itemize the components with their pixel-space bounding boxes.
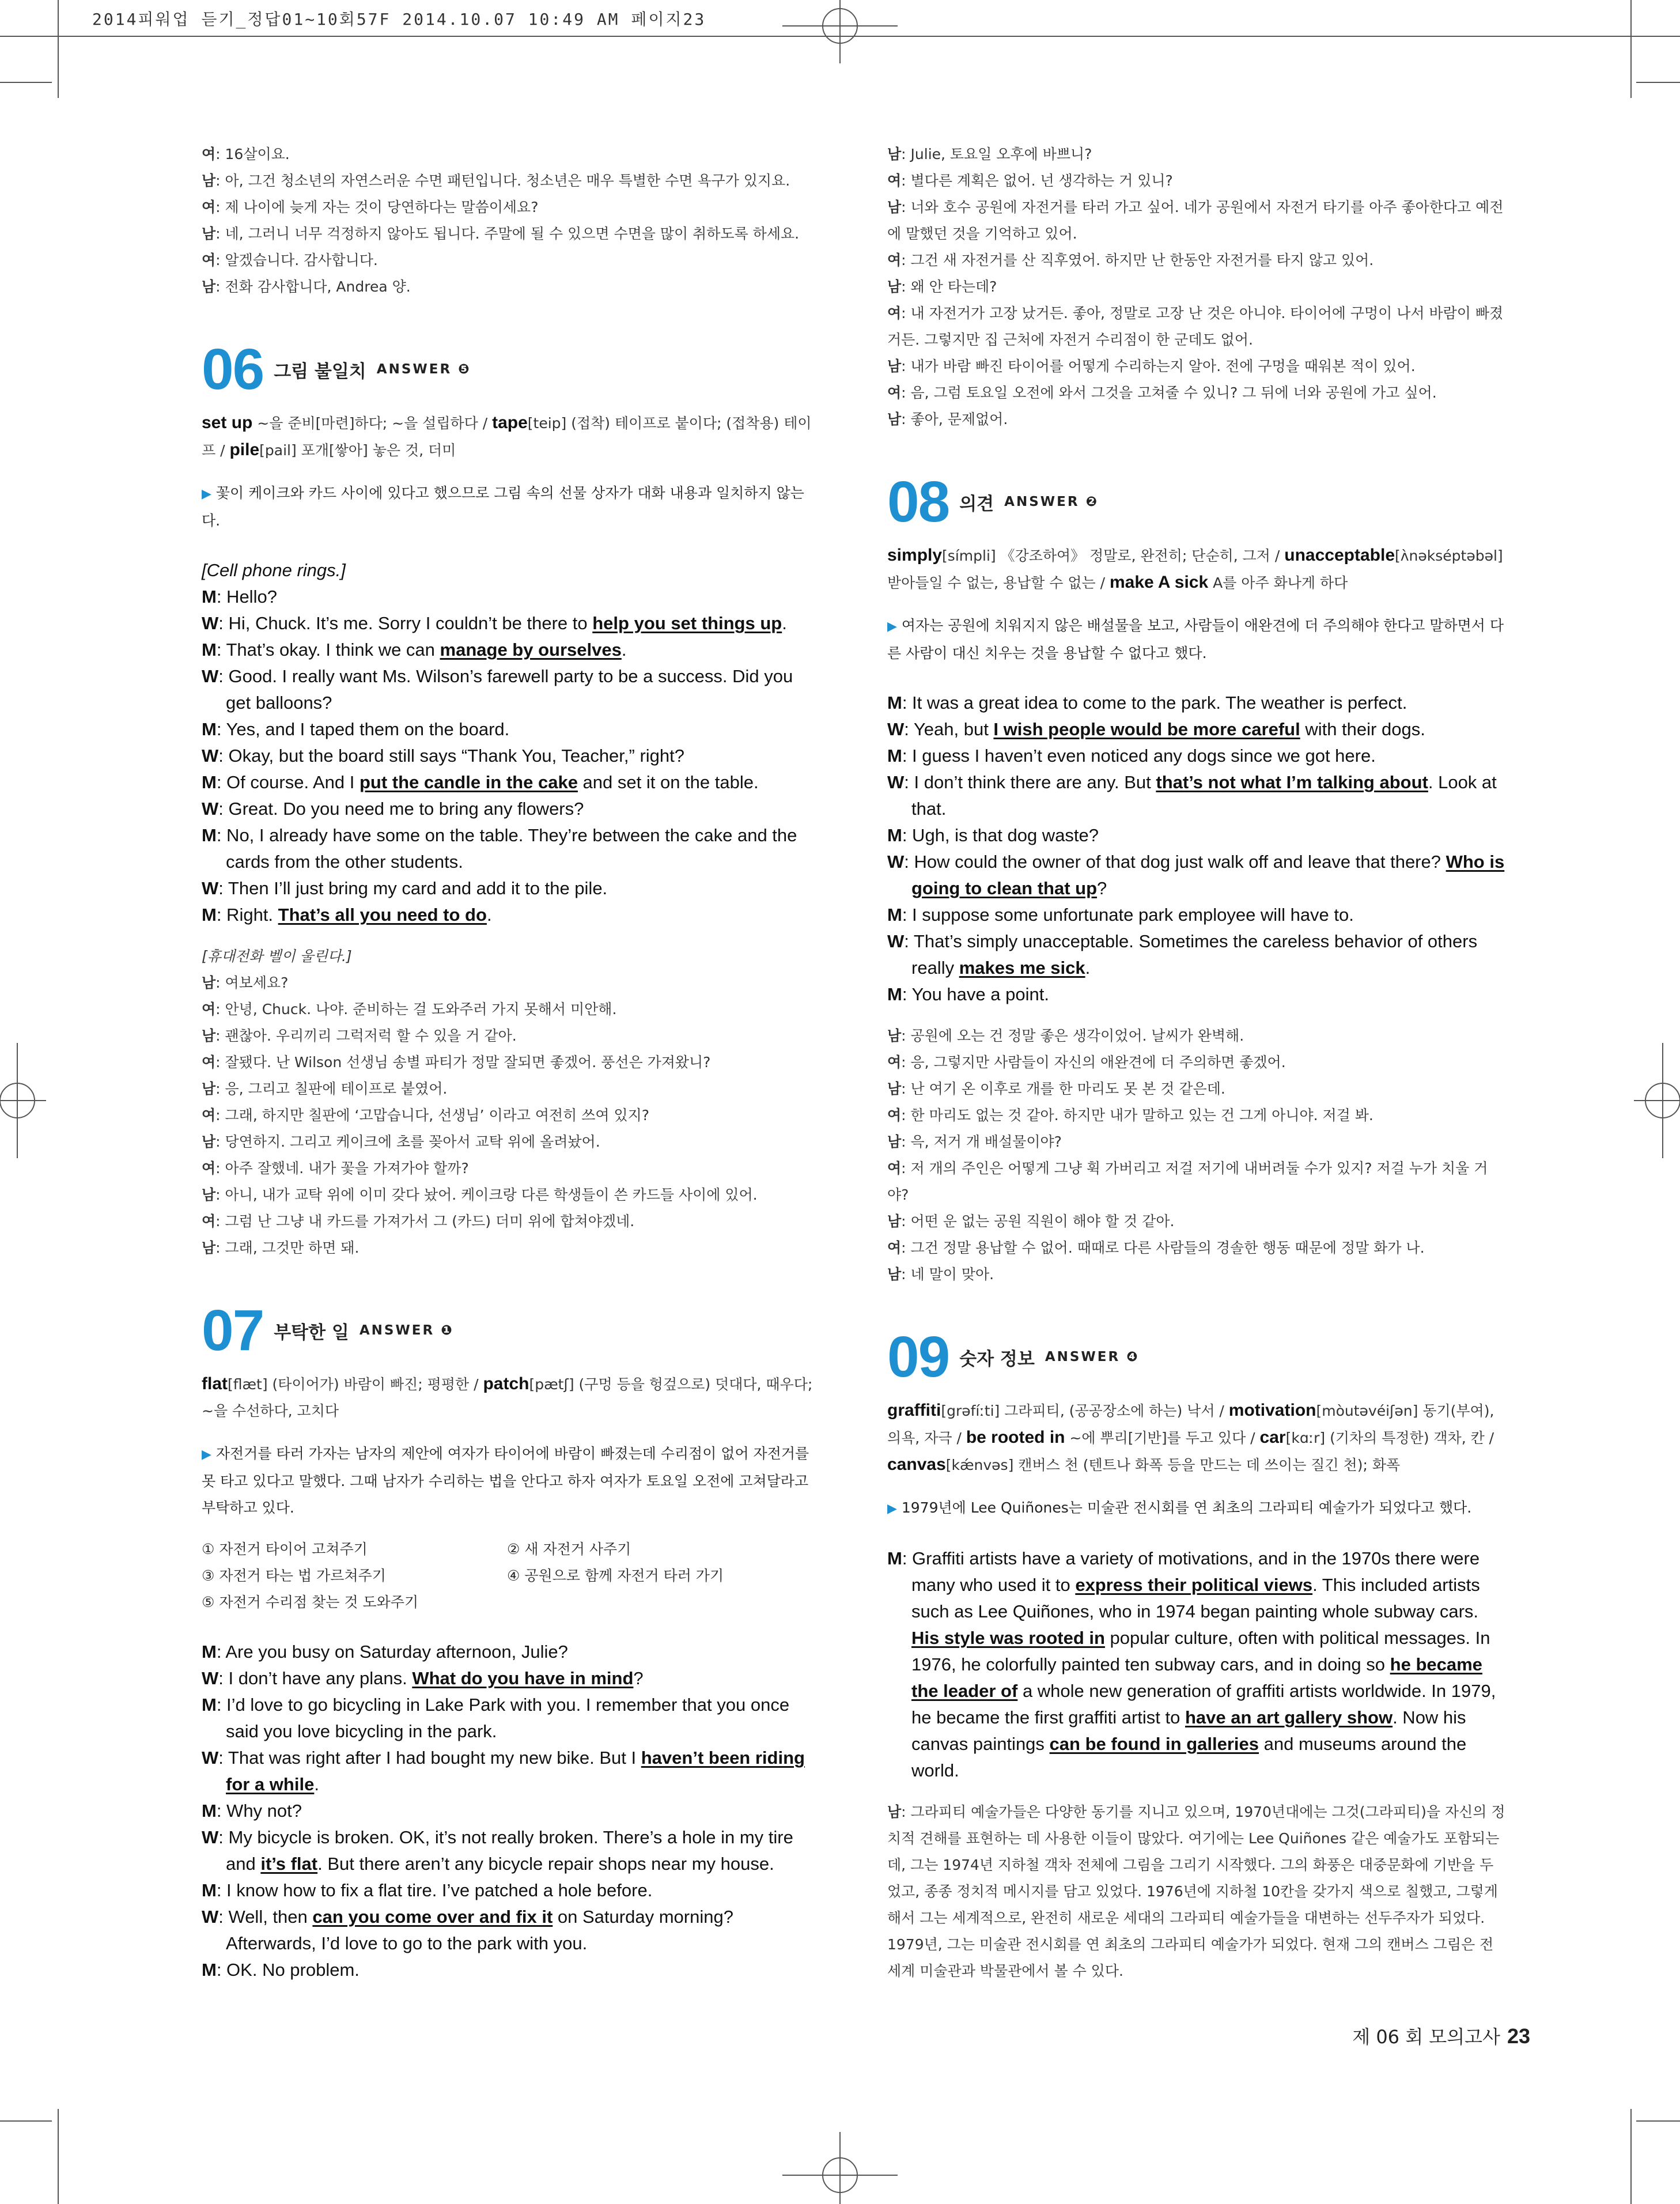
answer-label: ANSWER ❹: [1045, 1349, 1140, 1364]
crop-mark-bottom-horizontal: [0, 2120, 52, 2122]
choice-item: ① 자전거 타이어 고쳐주기: [202, 1541, 368, 1557]
line: W: I don’t have any plans. What do you have in mind?: [202, 1668, 644, 1688]
crop-mark-right-bottom: [1630, 2109, 1632, 2204]
line: 여: 한 마리도 없는 것 같아. 하지만 내가 말하고 있는 건 그게 아니야. 저걸 봐.: [887, 1107, 1373, 1124]
line: M: I know how to fix a flat tire. I’ve patched a hole before.: [202, 1880, 653, 1900]
answer-label: ANSWER ❺: [376, 362, 471, 377]
dialogue: [202, 1639, 821, 1983]
line: 여: 16살이요.: [202, 146, 290, 162]
line: M: Of course. And I put the candle in the cake and set it on the table.: [202, 772, 759, 792]
print-header: 2014피워업 듣기_정답01~10회57F 2014.10.07 10:49 AM 페이지23: [92, 10, 706, 29]
line: M: Why not?: [202, 1801, 302, 1821]
line: [Cell phone rings.]: [202, 560, 346, 580]
line: M: Yes, and I taped them on the board.: [202, 719, 510, 739]
line: 남: Julie, 토요일 오후에 바쁘니?: [887, 146, 1092, 162]
line: W: Okay, but the board still says “Thank You, Teacher,” right?: [202, 746, 685, 766]
vocabulary: simply[símpli] 《강조하여》 정말로, 완전히; 단순히, 그저 / unacceptable[ʌ̀nəkséptəbəl] 받아들일 수 없는, 용납할 수 없는 / make A sick A를 아주 화나게 하다: [887, 546, 1503, 592]
vocabulary: set up ~을 준비[마련]하다; ~을 설립하다 / tape[teip] (접착) 테이프로 붙이다; (접착용) 테이프 / pile[pail] 포개[쌓아] 놓은 것, 더미: [202, 413, 812, 459]
line: W: That was right after I had bought my new bike. But I haven’t been riding for a while.: [202, 1748, 805, 1794]
line: 남: 아니, 내가 교탁 위에 이미 갖다 놨어. 케이크랑 다른 학생들이 쓴 카드들 사이에 있어.: [202, 1186, 758, 1203]
vocabulary: graffiti[grəfíːti] 그라피티, (공공장소에 하는) 낙서 / motivation[mòutəvéiʃən] 동기(부여), 의욕, 자극 / be rooted in ~에 뿌리[기반]를 두고 있다 / car[kɑːr] (기차의 특정한) 객차, 칸 / canvas[kǽnvəs] 캔버스 천 (텐트나 화폭 등을 만드는 데 쓰이는 질긴 천); 화폭: [887, 1401, 1494, 1474]
line: W: Great. Do you need me to bring any flowers?: [202, 799, 584, 819]
line: M: That’s okay. I think we can manage by ourselves.: [202, 640, 627, 660]
line: W: Well, then can you come over and fix it on Saturday morning? Afterwards, I’d love to go to the park with you.: [202, 1907, 733, 1953]
line: 남: 왜 안 타는데?: [887, 278, 997, 295]
crop-mark-right-top: [1630, 0, 1632, 98]
line: 남: 괜찮아. 우리끼리 그럭저럭 할 수 있을 거 같아.: [202, 1027, 517, 1044]
line: 남: 너와 호수 공원에 자전거를 타러 가고 싶어. 네가 공원에서 자전거 타기를 아주 좋아한다고 예전에 말했던 것을 기억하고 있어.: [887, 199, 1504, 242]
line: 여: 저 개의 주인은 어떻게 그냥 휙 가버리고 저걸 저기에 내버려둘 수가 있지? 저걸 누가 치울 거야?: [887, 1160, 1488, 1203]
monologue-translation: [887, 1799, 1507, 1984]
dialogue-translation: [887, 1023, 1507, 1288]
line: 여: 음, 그럼 토요일 오전에 와서 그것을 고쳐줄 수 있니? 그 뒤에 너와 공원에 가고 싶어.: [887, 384, 1437, 401]
line: W: Good. I really want Ms. Wilson’s farewell party to be a success. Did you get balloons?: [202, 666, 793, 713]
line: M: Graffiti artists have a variety of motivations, and in the 1970s there were many who used it to express their political views. This included artists such as Lee Quiñones, who in 1974 began painting whole subway cars. His style was rooted in popular culture, often with political messages. In 1976, he colorfully painted ten subway cars, and in doing so he became the leader of a whole new generation of graffiti artists worldwide. In 1979, he became the first graffiti artist to have an art gallery show. Now his canvas paintings can be found in galleries and museums around the world.: [887, 1548, 1496, 1780]
line: 남: 전화 감사합니다, Andrea 양.: [202, 278, 411, 295]
crop-mark-right-horizontal: [1636, 82, 1680, 83]
answer-label: ANSWER ❷: [1004, 494, 1099, 509]
choice-item: ② 새 자전거 사주기: [507, 1541, 631, 1557]
line: 남: 난 여기 온 이후로 개를 한 마리도 못 본 것 같은데.: [887, 1080, 1225, 1097]
section-title: 그림 불일치: [274, 361, 366, 382]
explanation: [202, 1441, 821, 1521]
registration-mark-top: [782, 0, 898, 63]
section-number: 08: [887, 470, 949, 534]
line: 남: 윽, 저거 개 배설물이야?: [887, 1133, 1062, 1150]
registration-mark-bottom: [782, 2132, 898, 2204]
line: 여: 그럼 난 그냥 내 카드를 가져가서 그 (카드) 더미 위에 합쳐야겠네.: [202, 1213, 635, 1230]
triangle-icon: ▶: [202, 487, 211, 501]
triangle-icon: ▶: [887, 1502, 897, 1516]
monologue: [887, 1545, 1507, 1784]
line: M: Are you busy on Saturday afternoon, Julie?: [202, 1642, 568, 1662]
section-number: 09: [887, 1325, 949, 1389]
right-column: [887, 141, 1507, 1984]
section-number: 06: [202, 337, 264, 402]
crop-mark-left-horizontal: [0, 82, 52, 83]
line: 여: 알겠습니다. 감사합니다.: [202, 252, 378, 269]
line: M: OK. No problem.: [202, 1960, 360, 1980]
line: 여: 내 자전거가 고장 났거든. 좋아, 정말로 고장 난 것은 아니야. 타이어에 구멍이 나서 바람이 빠졌거든. 그렇지만 집 근처에 자전거 수리점이 한 군데도 없어.: [887, 305, 1504, 348]
line: W: Then I’ll just bring my card and add it to the pile.: [202, 878, 608, 898]
line: M: Ugh, is that dog waste?: [887, 825, 1099, 845]
crop-mark-left-top: [58, 0, 59, 98]
line: M: I suppose some unfortunate park employee will have to.: [887, 905, 1354, 925]
dialogue-translation: [887, 141, 1507, 433]
dialogue-translation: [202, 943, 821, 1261]
line: 여: 제 나이에 늦게 자는 것이 당연하다는 말씀이세요?: [202, 199, 539, 216]
line: M: It was a great idea to come to the park. The weather is perfect.: [887, 693, 1407, 713]
left-column: [202, 141, 821, 1983]
line: 남: 여보세요?: [202, 974, 289, 991]
footer-label: 제 06 회 모의고사: [1352, 2026, 1500, 2048]
line: 여: 잘됐다. 난 Wilson 선생님 송별 파티가 정말 잘되면 좋겠어. 풍선은 가져왔니?: [202, 1054, 711, 1071]
line: M: Right. That’s all you need to do.: [202, 905, 492, 925]
explanation: [202, 480, 821, 534]
section-09-header: [887, 1325, 1507, 1389]
dialogue: [887, 690, 1507, 1008]
registration-mark-left: [0, 1043, 46, 1158]
line: 남: 그라피티 예술가들은 다양한 동기를 지니고 있으며, 1970년대에는 그것(그라피티)을 자신의 정치적 견해를 표현하는 데 사용한 이들이 많았다. 여기에는 Lee Quiñones 같은 예술가도 포함되는데, 그는 1974년 지하철 객차 전체에 그림을 그리기 시작했다. 그의 화풍은 대중문화에 기반을 두었고, 종종 정치적 메시지를 담고 있었다. 1976년에 지하철 10칸을 갖가지 색으로 칠했고, 그렇게 해서 그는 세계적으로, 완전히 새로운 세대의 그라피티 예술가들을 대변하는 선두주자가 되었다. 1979년, 그는 미술관 전시회를 연 최초의 그라피티 예술가가 되었다. 현재 그의 캔버스 그림은 전 세계 미술관과 박물관에서 볼 수 있다.: [887, 1804, 1505, 1979]
intro-translation: [202, 141, 821, 300]
line: 남: 그래, 그것만 하면 돼.: [202, 1239, 360, 1256]
explanation: [887, 613, 1507, 667]
line: 남: 좋아, 문제없어.: [887, 411, 1008, 428]
line: W: Yeah, but I wish people would be more careful with their dogs.: [887, 719, 1425, 739]
line: 남: 네, 그러니 너무 걱정하지 않아도 됩니다. 주말에 될 수 있으면 수면을 많이 취하도록 하세요.: [202, 225, 800, 242]
section-06-header: [202, 337, 821, 402]
line: 여: 별다른 계획은 없어. 넌 생각하는 거 있니?: [887, 172, 1173, 189]
line: 남: 내가 바람 빠진 타이어를 어떻게 수리하는지 알아. 전에 구멍을 때워본 적이 있어.: [887, 358, 1416, 375]
line: M: I’d love to go bicycling in Lake Park with you. I remember that you once said you love bicycling in the park.: [202, 1695, 790, 1741]
line: 남: 아, 그건 청소년의 자연스러운 수면 패턴입니다. 청소년은 매우 특별한 수면 욕구가 있지요.: [202, 172, 790, 189]
line: 남: 어떤 운 없는 공원 직원이 해야 할 것 같아.: [887, 1213, 1175, 1230]
line: 여: 그래, 하지만 칠판에 ‘고맙습니다, 선생님’ 이라고 여전히 쓰여 있지?: [202, 1107, 650, 1124]
section-number: 07: [202, 1298, 264, 1363]
choice-item: ④ 공원으로 함께 자전거 타러 가기: [507, 1567, 724, 1584]
section-title: 의견: [959, 493, 994, 515]
line: 남: 응, 그리고 칠판에 테이프로 붙였어.: [202, 1080, 448, 1097]
crop-mark-bottom-horizontal-right: [1636, 2120, 1680, 2122]
page-number: 23: [1507, 2024, 1530, 2048]
line: M: You have a point.: [887, 984, 1049, 1004]
line: 남: 공원에 오는 건 정말 좋은 생각이었어. 날씨가 완벽해.: [887, 1027, 1244, 1044]
explanation: [887, 1495, 1507, 1522]
line: M: No, I already have some on the table. They’re between the cake and the cards from the other students.: [202, 825, 797, 872]
answer-label: ANSWER ❶: [359, 1323, 454, 1338]
explanation-text: 꽃이 케이크와 카드 사이에 있다고 했으므로 그림 속의 선물 상자가 대화 내용과 일치하지 않는다.: [202, 485, 804, 529]
line: 남: 네 말이 맞아.: [887, 1266, 994, 1283]
line: 여: 아주 잘했네. 내가 꽃을 가져가야 할까?: [202, 1160, 469, 1177]
dialogue: [202, 557, 821, 928]
line: 여: 그건 정말 용납할 수 없어. 때때로 다른 사람들의 경솔한 행동 때문에 정말 화가 나.: [887, 1239, 1425, 1256]
explanation-text: 1979년에 Lee Quiñones는 미술관 전시회를 연 최초의 그라피티 예술가가 되었다고 했다.: [901, 1499, 1472, 1516]
triangle-icon: ▶: [202, 1447, 211, 1462]
registration-mark-right: [1634, 1043, 1680, 1158]
answer-choices: [202, 1536, 821, 1616]
line: 남: 당연하지. 그리고 케이크에 초를 꽂아서 교탁 위에 올려놨어.: [202, 1133, 600, 1150]
line: M: I guess I haven’t even noticed any dogs since we got here.: [887, 746, 1376, 766]
section-title: 부탁한 일: [274, 1322, 349, 1343]
section-08-header: [887, 470, 1507, 534]
line: W: I don’t think there are any. But that’s not what I’m talking about. Look at that.: [887, 772, 1497, 819]
line: M: Hello?: [202, 587, 277, 607]
triangle-icon: ▶: [887, 619, 897, 634]
line: W: Hi, Chuck. It’s me. Sorry I couldn’t be there to help you set things up.: [202, 613, 787, 633]
section-title: 숫자 정보: [959, 1348, 1035, 1370]
vocabulary: flat[flæt] (타이어가) 바람이 빠진; 평평한 / patch[pætʃ] (구멍 등을 헝겊으로) 덧대다, 때우다; ~을 수선하다, 고치다: [202, 1374, 813, 1419]
crop-mark-left-bottom: [58, 2109, 59, 2204]
section-07-header: [202, 1298, 821, 1363]
choice-item: ③ 자전거 타는 법 가르쳐주기: [202, 1567, 386, 1584]
line: W: That’s simply unacceptable. Sometimes the careless behavior of others really makes me sick.: [887, 931, 1478, 978]
line: [휴대전화 벨이 울린다.]: [202, 948, 352, 965]
explanation-text: 여자는 공원에 치워지지 않은 배설물을 보고, 사람들이 애완견에 더 주의해야 한다고 말하면서 다른 사람이 대신 치우는 것을 용납할 수 없다고 했다.: [887, 617, 1504, 661]
line: 여: 응, 그렇지만 사람들이 자신의 애완견에 더 주의하면 좋겠어.: [887, 1054, 1286, 1071]
line: 여: 그건 새 자전거를 산 직후였어. 하지만 난 한동안 자전거를 타지 않고 있어.: [887, 252, 1374, 269]
line: 여: 안녕, Chuck. 나야. 준비하는 걸 도와주러 가지 못해서 미안해.: [202, 1001, 617, 1018]
choice-item: ⑤ 자전거 수리점 찾는 것 도와주기: [202, 1594, 419, 1611]
explanation-text: 자전거를 타러 가자는 남자의 제안에 여자가 타이어에 바람이 빠졌는데 수리점이 없어 자전거를 못 타고 있다고 말했다. 그때 남자가 수리하는 법을 안다고 하자 여자가 토요일 오전에 고쳐달라고 부탁하고 있다.: [202, 1445, 809, 1516]
line: W: How could the owner of that dog just walk off and leave that there? Who is going to clean that up?: [887, 852, 1505, 898]
line: W: My bicycle is broken. OK, it’s not really broken. There’s a hole in my tire and it’s flat. But there aren’t any bicycle repair shops near my house.: [202, 1827, 793, 1874]
page-footer: [1352, 2022, 1530, 2049]
